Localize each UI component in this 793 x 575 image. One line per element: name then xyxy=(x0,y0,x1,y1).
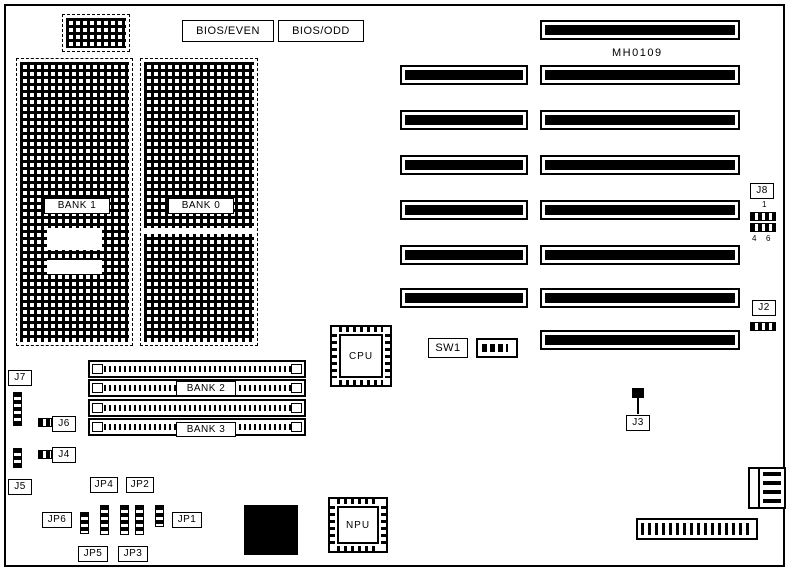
dram-chip-array xyxy=(66,18,126,48)
bank1-gap xyxy=(47,228,102,250)
jp2-pin-row[interactable] xyxy=(135,505,144,535)
bank3-label: BANK 3 xyxy=(176,422,236,437)
jp1-pin-row[interactable] xyxy=(155,505,164,527)
jp2-label: JP2 xyxy=(126,477,154,493)
expansion-slot[interactable] xyxy=(400,65,528,85)
jp1-label: JP1 xyxy=(172,512,202,528)
cpu-socket[interactable] xyxy=(330,325,392,387)
expansion-slot[interactable] xyxy=(540,65,740,85)
j3-label: J3 xyxy=(626,415,650,431)
bank2-label: BANK 2 xyxy=(176,381,236,396)
expansion-slot[interactable] xyxy=(400,245,528,265)
expansion-slot[interactable] xyxy=(540,110,740,130)
j6-label: J6 xyxy=(52,416,76,432)
bank1-label: BANK 1 xyxy=(44,198,110,214)
keyboard-connector[interactable] xyxy=(758,467,786,509)
cpu-label: CPU xyxy=(339,334,383,378)
j7-pin-row[interactable] xyxy=(13,392,22,426)
expansion-slot[interactable] xyxy=(400,288,528,308)
j5-label: J5 xyxy=(8,479,32,495)
j8-pin-row[interactable] xyxy=(750,223,776,232)
j5-pin-row[interactable] xyxy=(13,448,22,468)
j4-label: J4 xyxy=(52,447,76,463)
bank0-label: BANK 0 xyxy=(168,198,234,214)
simm-socket[interactable] xyxy=(88,360,306,378)
expansion-slot[interactable] xyxy=(540,200,740,220)
board-id-label: MH0109 xyxy=(612,47,663,59)
jp6-label: JP6 xyxy=(42,512,72,528)
simm-socket[interactable] xyxy=(88,399,306,417)
bios-even-chip: BIOS/EVEN xyxy=(182,20,274,42)
sw1-label: SW1 xyxy=(428,338,468,358)
expansion-slot[interactable] xyxy=(540,245,740,265)
j8-label: J8 xyxy=(750,183,774,199)
j4-pin-row[interactable] xyxy=(38,450,52,459)
expansion-slot[interactable] xyxy=(540,20,740,40)
chipset-ic xyxy=(244,505,298,555)
jp4-pin-row[interactable] xyxy=(100,505,109,535)
expansion-slot[interactable] xyxy=(540,155,740,175)
jp3-pin-row[interactable] xyxy=(120,505,129,535)
j6-pin-row[interactable] xyxy=(38,418,52,427)
j8-pin-row[interactable] xyxy=(750,212,776,221)
io-edge-connector[interactable] xyxy=(636,518,758,540)
j2-label: J2 xyxy=(752,300,776,316)
j3-pad[interactable] xyxy=(632,388,644,398)
bank1-gap2 xyxy=(47,260,102,274)
j8-pin1-marker: 1 xyxy=(762,200,767,209)
jp6-pin-row[interactable] xyxy=(80,512,89,534)
expansion-slot[interactable] xyxy=(400,155,528,175)
j2-pin-row[interactable] xyxy=(750,322,776,331)
bios-odd-chip: BIOS/ODD xyxy=(278,20,364,42)
expansion-slot[interactable] xyxy=(540,330,740,350)
npu-socket[interactable] xyxy=(328,497,388,553)
j8-pin6-marker: 6 xyxy=(766,234,771,243)
jp5-label: JP5 xyxy=(78,546,108,562)
keyboard-connector-body xyxy=(748,467,760,509)
sw1-dip-switch[interactable] xyxy=(476,338,518,358)
npu-label: NPU xyxy=(337,506,379,544)
j8-pin4-marker: 4 xyxy=(752,234,757,243)
jp4-label: JP4 xyxy=(90,477,118,493)
expansion-slot[interactable] xyxy=(400,110,528,130)
expansion-slot[interactable] xyxy=(540,288,740,308)
j7-label: J7 xyxy=(8,370,32,386)
expansion-slot[interactable] xyxy=(400,200,528,220)
bank0-gap xyxy=(144,228,254,234)
j3-lead xyxy=(637,398,639,414)
jp3-label: JP3 xyxy=(118,546,148,562)
